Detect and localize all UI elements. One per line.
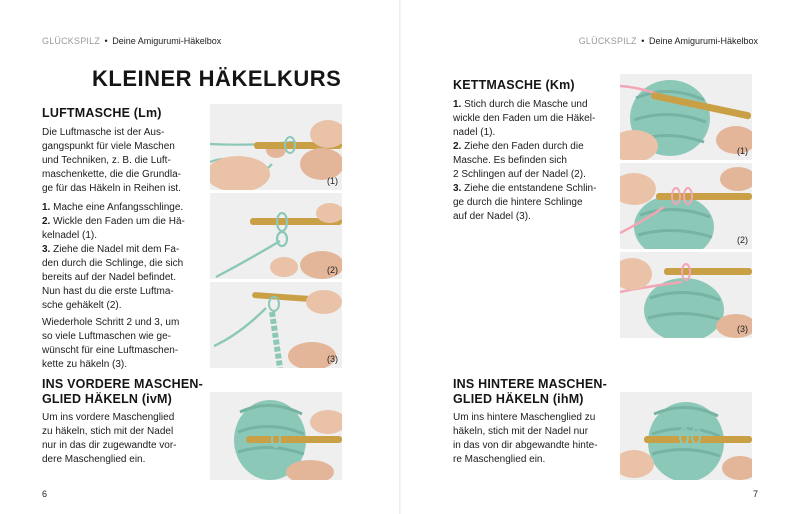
text-line: sche gehäkelt (2). — [42, 300, 122, 311]
crochet-hook-photo-icon — [210, 104, 342, 190]
step-text: Mache eine Anfangsschlinge. — [53, 202, 184, 213]
text-line: Um ins hintere Maschenglied zu — [453, 412, 596, 423]
page-title: KLEINER HÄKELKURS — [92, 66, 342, 91]
heading-line: INS VORDERE MASCHEN- — [42, 377, 203, 391]
text-line: wünscht für eine Luftmaschen- — [42, 345, 179, 356]
luftmasche-photo-2 — [210, 193, 342, 279]
step-2 — [453, 140, 618, 154]
luftmasche-outro — [42, 316, 207, 372]
text-line: häkeln, stich mit der Nadel nur — [453, 426, 589, 437]
heading-line: GLIED HÄKELN (ihM) — [453, 391, 584, 406]
yarn-swatch-photo-icon — [210, 392, 342, 480]
step-3 — [453, 182, 618, 196]
text-line: Wiederhole Schritt 2 und 3, um — [42, 317, 180, 328]
step-3 — [42, 243, 207, 257]
heading-line: INS HINTERE MASCHEN- — [453, 377, 608, 391]
book-title: Deine Amigurumi-Häkelbox — [648, 36, 758, 46]
yarn-swatch-photo-icon — [620, 74, 752, 160]
photo-label: (1) — [737, 146, 748, 156]
text-line: und Techniken, z. B. die Luft- — [42, 155, 171, 166]
kettmasche-photo-1 — [620, 74, 752, 160]
step-1 — [453, 98, 618, 112]
text-line: Um ins vordere Maschenglied — [42, 412, 175, 423]
luftmasche-steps — [42, 201, 207, 313]
photo-label: (3) — [737, 324, 748, 334]
luftmasche-intro — [42, 126, 207, 196]
step-number: 2. — [453, 141, 462, 152]
yarn-swatch-photo-icon — [620, 392, 752, 480]
text-line: bereits auf der Nadel befindet. — [42, 272, 176, 283]
hintere-heading — [453, 377, 607, 406]
text-line: nur in das dir zugewandte vor- — [42, 440, 177, 451]
right-page — [400, 0, 800, 514]
text-line: ge für das Häkeln in Reihen ist. — [42, 183, 181, 194]
text-line: wickle den Faden um die Häkel- — [453, 113, 596, 124]
photo-label: (1) — [327, 176, 338, 186]
luftmasche-heading: LUFTMASCHE (Lm) — [42, 106, 162, 120]
heading-line: GLIED HÄKELN (ivM) — [42, 391, 172, 406]
kettmasche-heading: KETTMASCHE (Km) — [453, 78, 575, 92]
step-number: 3. — [453, 183, 462, 194]
text-line: Die Luftmasche ist der Aus- — [42, 127, 165, 138]
text-line: kelnadel (1). — [42, 230, 98, 241]
hintere-text — [453, 411, 618, 467]
vordere-photo — [210, 392, 342, 480]
text-line: zu häkeln, stich mit der Nadel — [42, 426, 174, 437]
step-2 — [42, 215, 207, 229]
brand-label: GLÜCKSPILZ — [578, 36, 637, 46]
text-line: den durch die Schlinge, die sich — [42, 258, 184, 269]
luftmasche-photo-3 — [210, 282, 342, 368]
step-1 — [42, 201, 207, 215]
step-number: 1. — [42, 202, 51, 213]
step-text: Wickle den Faden um die Hä- — [53, 216, 185, 227]
text-line: nadel (1). — [453, 127, 496, 138]
text-line: so viele Luftmaschen wie ge- — [42, 331, 171, 342]
step-number: 3. — [42, 244, 51, 255]
hintere-photo — [620, 392, 752, 480]
yarn-swatch-photo-icon — [620, 252, 752, 338]
kettmasche-steps — [453, 98, 618, 224]
kettmasche-photo-2 — [620, 163, 752, 249]
text-line: dere Maschenglied ein. — [42, 454, 146, 465]
separator-dot: • — [104, 36, 108, 46]
text-line: maschenkette, die die Grundla- — [42, 169, 181, 180]
page-number-right: 7 — [752, 489, 758, 499]
photo-label: (2) — [327, 265, 338, 275]
yarn-swatch-photo-icon — [620, 163, 752, 249]
text-line: gangspunkt für viele Maschen — [42, 141, 175, 152]
vordere-heading — [42, 377, 203, 406]
running-head-right — [579, 36, 758, 46]
crochet-hook-photo-icon — [210, 193, 342, 279]
step-text: Stich durch die Masche und — [464, 99, 588, 110]
photo-label: (3) — [327, 354, 338, 364]
running-head-left — [42, 36, 221, 46]
text-line: kette zu häkeln (3). — [42, 359, 128, 370]
book-title: Deine Amigurumi-Häkelbox — [112, 36, 222, 46]
text-line: 2 Schlingen auf der Nadel (2). — [453, 169, 586, 180]
text-line: ge durch die hintere Schlinge — [453, 197, 583, 208]
step-number: 1. — [453, 99, 462, 110]
separator-dot: • — [641, 36, 645, 46]
step-text: Ziehe den Faden durch die — [464, 141, 584, 152]
photo-label: (2) — [737, 235, 748, 245]
step-text: Ziehe die entstandene Schlin- — [464, 183, 597, 194]
text-line: Nun hast du die erste Luftma- — [42, 286, 174, 297]
kettmasche-photo-3 — [620, 252, 752, 338]
luftmasche-photo-1 — [210, 104, 342, 190]
text-line: auf der Nadel (3). — [453, 211, 531, 222]
crochet-hook-photo-icon — [210, 282, 342, 368]
step-number: 2. — [42, 216, 51, 227]
brand-label: GLÜCKSPILZ — [42, 36, 101, 46]
page-number-left: 6 — [42, 489, 48, 499]
step-text: Ziehe die Nadel mit dem Fa- — [53, 244, 180, 255]
text-line: in das von dir abgewandte hinte- — [453, 440, 598, 451]
vordere-text — [42, 411, 207, 467]
text-line: re Maschenglied ein. — [453, 454, 546, 465]
text-line: Masche. Es befinden sich — [453, 155, 567, 166]
